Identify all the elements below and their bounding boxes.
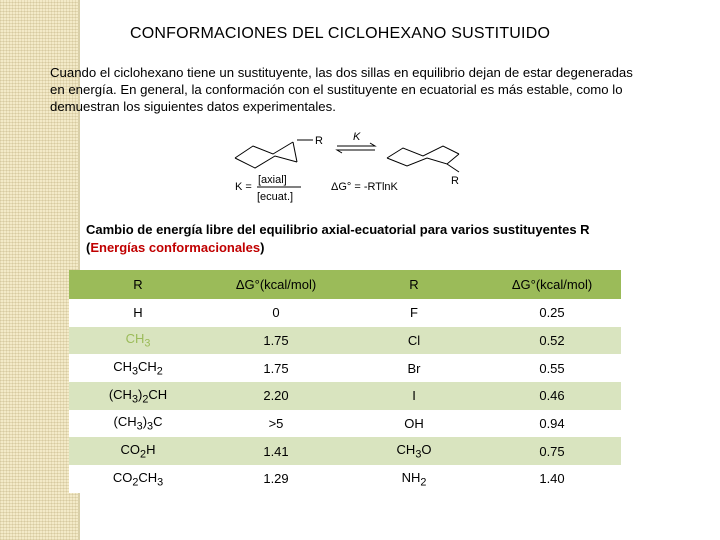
caption-open-paren: ( [86, 240, 91, 255]
energy-cell: 0.94 [483, 410, 621, 438]
substituent-cell: $CH_3$ [69, 327, 207, 355]
k-denominator: [ecuat.] [257, 191, 294, 203]
intro-line: Cuando el ciclohexano tiene un sustituyente, las dos sillas en equilibrio dejan de estar degeneradas [50, 65, 633, 80]
energy-cell: >5 [207, 410, 345, 438]
conformational-energy-table [69, 270, 621, 493]
substituent-cell: F [345, 299, 483, 327]
k-label: K [353, 131, 361, 143]
table-caption [86, 221, 686, 257]
table-row [69, 465, 621, 493]
energy-cell: 0 [207, 299, 345, 327]
energy-cell: 0.75 [483, 437, 621, 465]
header-delta-g: ΔG°(kcal/mol) [207, 270, 345, 299]
substituent-cell: H [69, 299, 207, 327]
slide-title: CONFORMACIONES DEL CICLOHEXANO SUSTITUIDO [130, 25, 551, 42]
chair-axial [235, 140, 313, 168]
header-r: R [345, 270, 483, 299]
substituent-cell: $NH_2$ [345, 465, 483, 493]
substituent-cell: $(CH_3)_2CH$ [69, 382, 207, 410]
table-row [69, 410, 621, 438]
caption-line: Cambio de energía libre del equilibrio axial-ecuatorial para varios sustituyentes R [86, 222, 590, 237]
energy-cell: 1.41 [207, 437, 345, 465]
table-header-row [69, 270, 621, 299]
chair-equatorial [387, 146, 459, 172]
k-numerator: [axial] [258, 174, 287, 186]
k-equation-label: K = [235, 181, 252, 193]
r-equatorial-label: R [451, 175, 459, 187]
cyclohexane-equilibrium-diagram [225, 128, 465, 210]
caption-close-paren: ) [260, 240, 265, 255]
substituent-cell: $CO_2CH_3$ [69, 465, 207, 493]
table-row [69, 437, 621, 465]
table-row [69, 354, 621, 382]
energy-cell: 0.55 [483, 354, 621, 382]
energy-cell: 0.25 [483, 299, 621, 327]
intro-line: demuestran los siguientes datos experimentales. [50, 99, 336, 114]
energy-cell: 0.52 [483, 327, 621, 355]
substituent-cell: $(CH_3)_3C$ [69, 410, 207, 438]
energy-cell: 1.75 [207, 354, 345, 382]
equilibrium-arrows [337, 143, 375, 153]
substituent-cell: Br [345, 354, 483, 382]
substituent-cell: OH [345, 410, 483, 438]
substituent-cell: Cl [345, 327, 483, 355]
table-row [69, 299, 621, 327]
table-row [69, 327, 621, 355]
energy-cell: 2.20 [207, 382, 345, 410]
substituent-cell: $CH_3O$ [345, 437, 483, 465]
caption-highlight: Energías conformacionales [90, 240, 261, 255]
intro-paragraph [50, 64, 690, 115]
table-row [69, 382, 621, 410]
substituent-cell: $CH_3CH_2$ [69, 354, 207, 382]
caption-line-2 [86, 239, 686, 257]
intro-line: en energía. En general, la conformación con el sustituyente en ecuatorial es más estable, como lo [50, 82, 623, 97]
energy-cell: 1.40 [483, 465, 621, 493]
substituent-cell: I [345, 382, 483, 410]
header-delta-g: ΔG°(kcal/mol) [483, 270, 621, 299]
delta-g-equation: ΔG° = -RTlnK [331, 181, 398, 193]
header-r: R [69, 270, 207, 299]
energy-cell: 1.29 [207, 465, 345, 493]
r-axial-label: R [315, 135, 323, 147]
energy-cell: 1.75 [207, 327, 345, 355]
energy-cell: 0.46 [483, 382, 621, 410]
substituent-cell: $CO_2H$ [69, 437, 207, 465]
